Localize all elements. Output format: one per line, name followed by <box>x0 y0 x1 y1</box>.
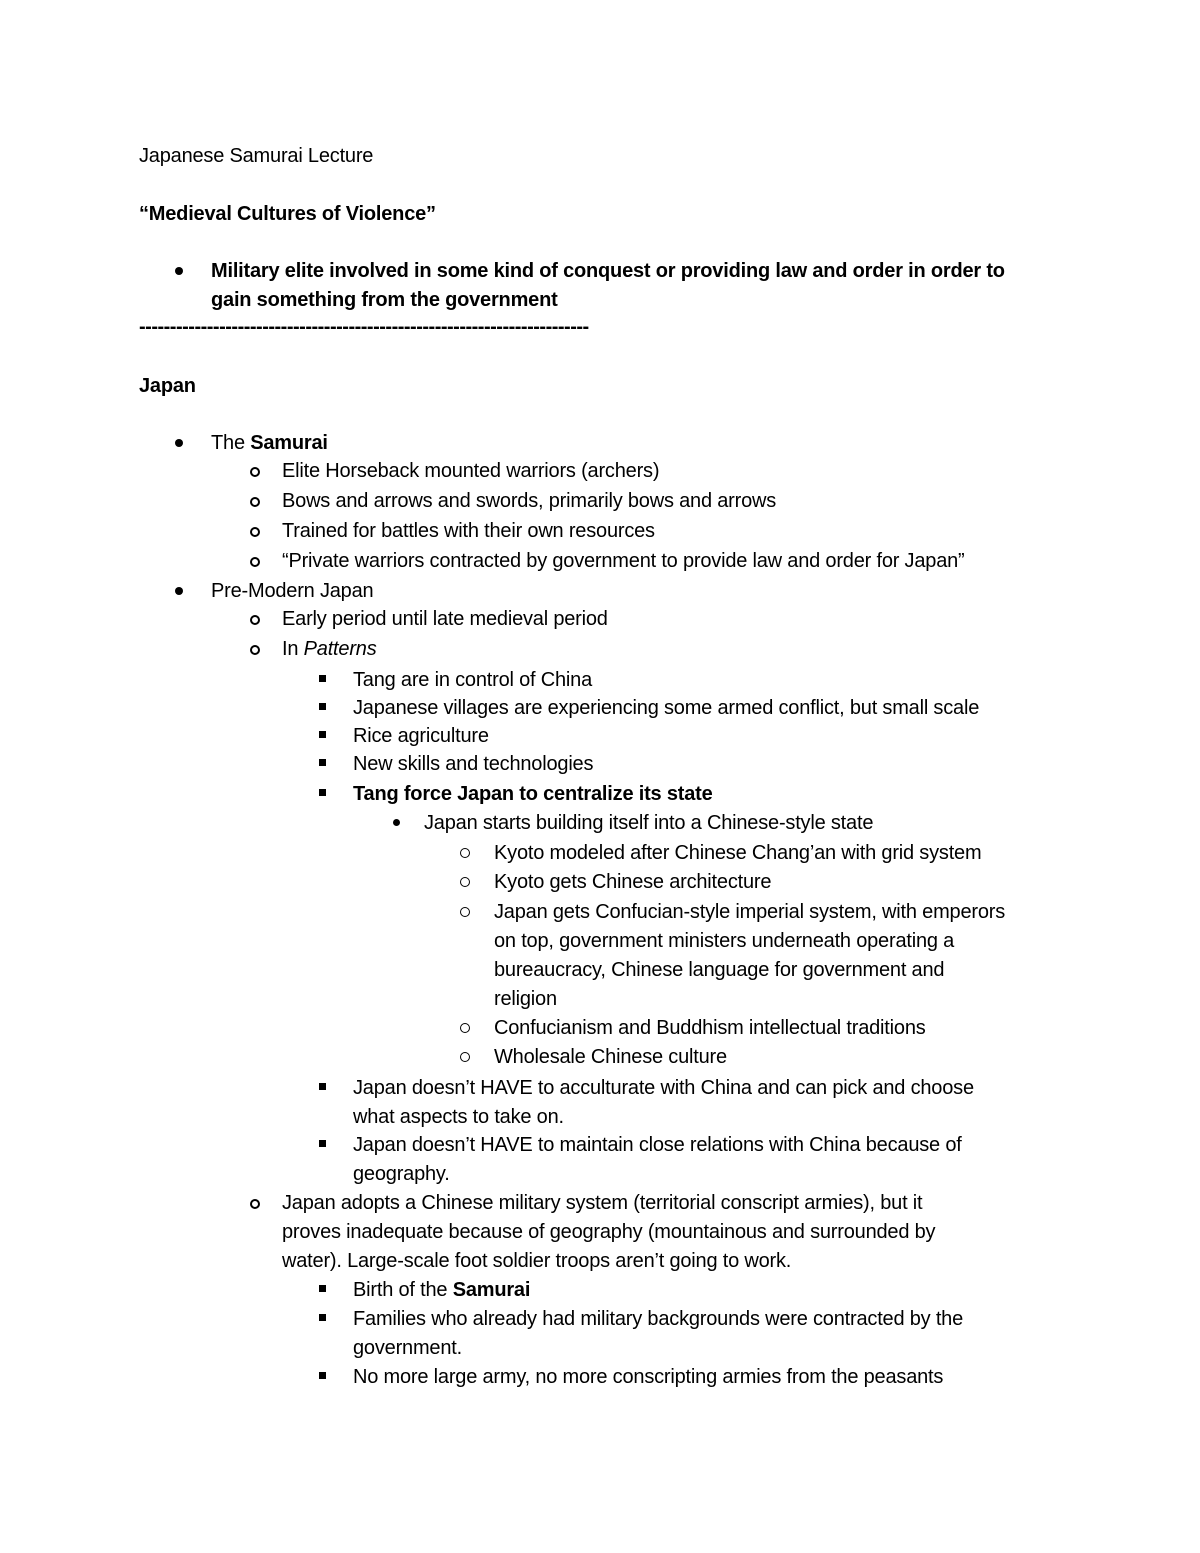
military-line1: Japan adopts a Chinese military system (territorial conscript armies), but it <box>282 1192 923 1214</box>
section-divider: ------------------------------------------------------------------------- <box>139 316 589 338</box>
no-more-army-item: No more large army, no more conscripting armies from the peasants <box>353 1366 944 1388</box>
hollow-bullet-icon <box>250 467 260 477</box>
square-bullet-icon <box>319 1140 326 1147</box>
hollow-bullet-icon <box>250 645 260 655</box>
intro-bullet-line2: gain something from the government <box>211 289 558 311</box>
hollow-bullet-icon <box>250 527 260 537</box>
square-bullet-icon <box>319 1314 326 1321</box>
chinese-item-confucian-line1: Japan gets Confucian-style imperial system, with emperors <box>494 901 1006 923</box>
samurai-heading <box>211 429 328 458</box>
square-bullet-icon <box>319 703 326 710</box>
birth-bold: Samurai <box>452 1279 531 1301</box>
square-bullet-icon <box>319 1285 326 1292</box>
bullet-icon <box>393 819 400 826</box>
in-patterns-italic: Patterns <box>303 638 377 660</box>
bullet-icon <box>175 439 183 447</box>
circle-bullet-icon <box>460 877 470 887</box>
samurai-item: “Private warriors contracted by government to provide law and order for Japan” <box>282 550 965 572</box>
square-bullet-icon <box>319 675 326 682</box>
patterns-item: Japanese villages are experiencing some armed conflict, but small scale <box>353 697 980 719</box>
samurai-item: Bows and arrows and swords, primarily bows and arrows <box>282 490 777 512</box>
premodern-item: Early period until late medieval period <box>282 608 608 630</box>
families-line2: government. <box>353 1337 462 1359</box>
circle-bullet-icon <box>460 848 470 858</box>
patterns-item: Rice agriculture <box>353 725 489 747</box>
premodern-heading: Pre-Modern Japan <box>211 580 374 602</box>
hollow-bullet-icon <box>250 615 260 625</box>
hollow-bullet-icon <box>250 497 260 507</box>
chinese-item: Wholesale Chinese culture <box>494 1046 727 1068</box>
birth-item <box>353 1276 530 1305</box>
square-bullet-icon <box>319 1083 326 1090</box>
intro-bullet-line1: Military elite involved in some kind of conquest or providing law and order in order to <box>211 260 1005 282</box>
tang-force-item: Tang force Japan to centralize its state <box>353 783 713 805</box>
bullet-icon <box>175 587 183 595</box>
relations-line1: Japan doesn’t HAVE to maintain close relations with China because of <box>353 1134 962 1156</box>
chinese-item-confucian-line3: bureaucracy, Chinese language for government and <box>494 959 945 981</box>
bullet-icon <box>175 267 183 275</box>
military-line3: water). Large-scale foot soldier troops aren’t going to work. <box>282 1250 792 1272</box>
chinese-item: Confucianism and Buddhism intellectual traditions <box>494 1017 926 1039</box>
samurai-bold: Samurai <box>250 432 328 454</box>
premodern-item <box>282 635 377 664</box>
patterns-item: Tang are in control of China <box>353 669 592 691</box>
chinese-item-confucian-line4: religion <box>494 988 557 1010</box>
samurai-item: Elite Horseback mounted warriors (archers) <box>282 460 660 482</box>
square-bullet-icon <box>319 759 326 766</box>
samurai-prefix: The <box>211 432 251 454</box>
document-subtitle: “Medieval Cultures of Violence” <box>139 203 436 225</box>
document-title: Japanese Samurai Lecture <box>139 145 374 167</box>
hollow-bullet-icon <box>250 1199 260 1209</box>
chinese-item: Kyoto modeled after Chinese Chang’an with grid system <box>494 842 982 864</box>
circle-bullet-icon <box>460 1023 470 1033</box>
chinese-item-confucian-line2: on top, government ministers underneath operating a <box>494 930 955 952</box>
relations-line2: geography. <box>353 1163 450 1185</box>
circle-bullet-icon <box>460 907 470 917</box>
families-line1: Families who already had military backgrounds were contracted by the <box>353 1308 964 1330</box>
birth-prefix: Birth of the <box>353 1279 453 1301</box>
samurai-item: Trained for battles with their own resources <box>282 520 655 542</box>
chinese-style-item: Japan starts building itself into a Chinese-style state <box>424 812 874 834</box>
patterns-item: New skills and technologies <box>353 753 594 775</box>
hollow-bullet-icon <box>250 557 260 567</box>
acculturate-line2: what aspects to take on. <box>353 1106 564 1128</box>
square-bullet-icon <box>319 789 326 796</box>
chinese-item: Kyoto gets Chinese architecture <box>494 871 772 893</box>
acculturate-line1: Japan doesn’t HAVE to acculturate with China and can pick and choose <box>353 1077 974 1099</box>
circle-bullet-icon <box>460 1052 470 1062</box>
square-bullet-icon <box>319 1372 326 1379</box>
in-patterns-prefix: In <box>282 638 304 660</box>
military-line2: proves inadequate because of geography (mountainous and surrounded by <box>282 1221 936 1243</box>
section-heading: Japan <box>139 375 196 397</box>
square-bullet-icon <box>319 731 326 738</box>
